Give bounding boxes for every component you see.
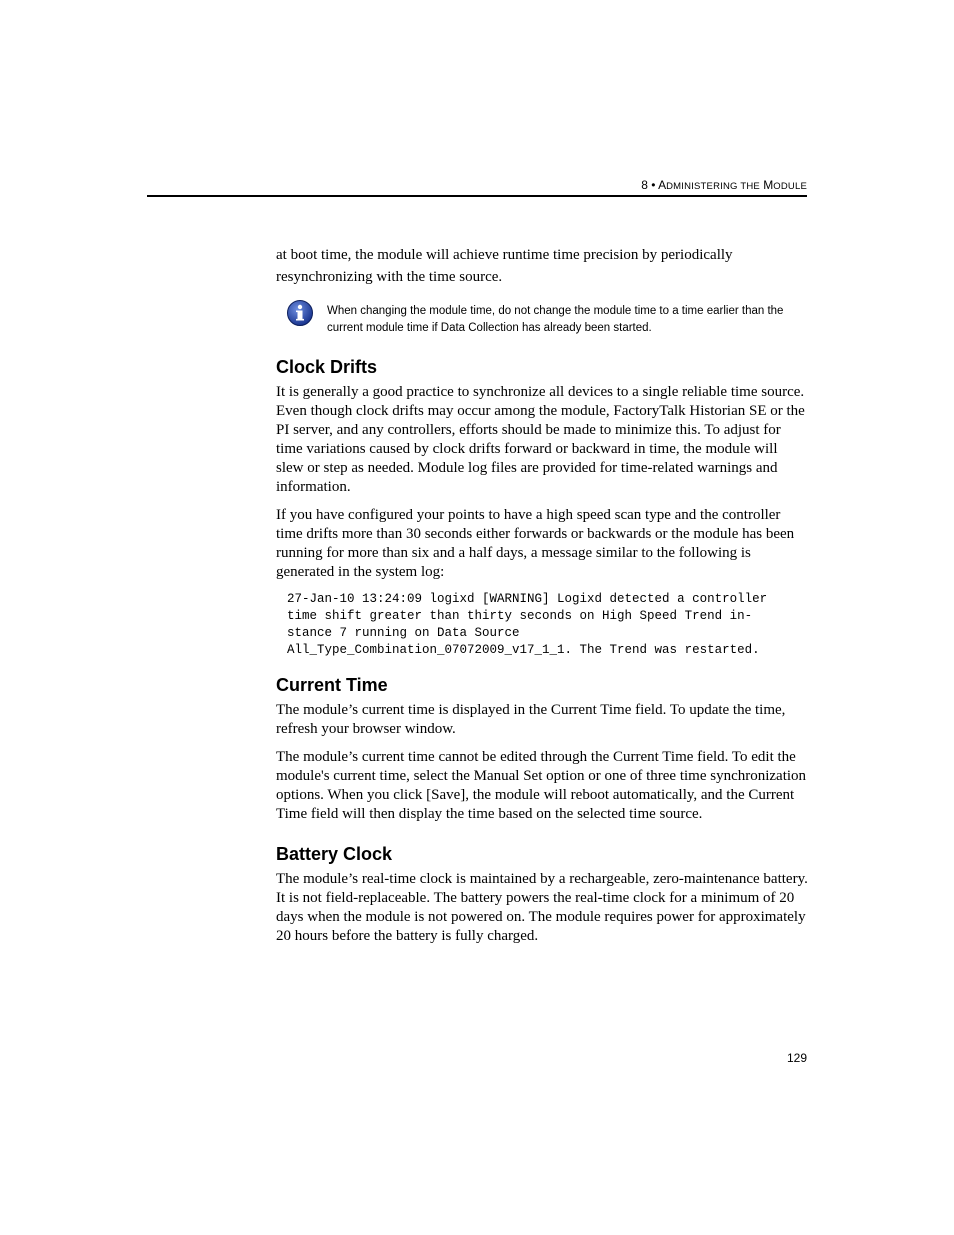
chapter-number: 8 •	[641, 178, 656, 192]
header-rule	[147, 195, 807, 197]
intro-paragraph: at boot time, the module will achieve runtime time precision by periodically resynchronizing with the time source.	[276, 247, 733, 285]
chapter-title-M: M	[763, 178, 774, 192]
clock-drifts-p1: It is generally a good practice to synchronize all devices to a single reliable time source. Even though clock drifts may occur among the module, FactoryTalk Historian SE or the PI server, and any controllers, efforts should be made to minimize this. To adjust for time variations caused by clock drifts forward or backward in time, the module will slew or step as needed. Module log files are provided for time-related warnings and information.	[276, 384, 805, 495]
code-line: All_Type_Combination_07072009_v17_1_1. The Trend was restarted.	[287, 643, 760, 657]
page-number: 129	[786, 1051, 807, 1065]
clock-drifts-p2: If you have configured your points to have a high speed scan type and the controller time drifts more than 30 seconds either forwards or backwards or the module has been running for more than six and a half days, a message similar to the following is generated in the system log:	[276, 507, 795, 580]
heading-clock-drifts: Clock Drifts	[276, 357, 378, 377]
info-note	[276, 302, 808, 342]
code-line: 27-Jan-10 13:24:09 logixd [WARNING] Logixd detected a controller	[287, 592, 768, 606]
chapter-title-part2: ODULE	[773, 181, 807, 192]
chapter-title-part1: DMINISTERING THE	[666, 181, 760, 192]
code-line: time shift greater than thirty seconds on High Speed Trend in-	[287, 609, 753, 623]
running-header	[641, 178, 807, 192]
heading-battery-clock: Battery Clock	[276, 844, 393, 864]
note-text: When changing the module time, do not change the module time to a time earlier than the current module time if Data Collection has already been started.	[327, 305, 784, 334]
info-icon	[286, 299, 314, 332]
heading-current-time: Current Time	[276, 675, 388, 695]
battery-clock-p1: The module’s real-time clock is maintained by a rechargeable, zero-maintenance battery. It is not field-replaceable. The battery powers the real-time clock for a minimum of 20 days when the module is not powered on. The module requires power for approximately 20 hours before the battery is fully charged.	[276, 871, 808, 944]
current-time-p2: The module’s current time cannot be edited through the Current Time field. To edit the module's current time, select the Manual Set option or one of three time synchronization options. When you click [Save], the module will reboot automatically, and the Current Time field will then display the time based on the selected time source.	[276, 749, 807, 822]
current-time-p1: The module’s current time is displayed in the Current Time field. To update the time, refresh your browser window.	[276, 702, 786, 737]
code-line: stance 7 running on Data Source	[287, 626, 520, 640]
log-message-code	[287, 591, 808, 659]
chapter-title-A: A	[658, 178, 667, 192]
page-content	[276, 245, 808, 955]
